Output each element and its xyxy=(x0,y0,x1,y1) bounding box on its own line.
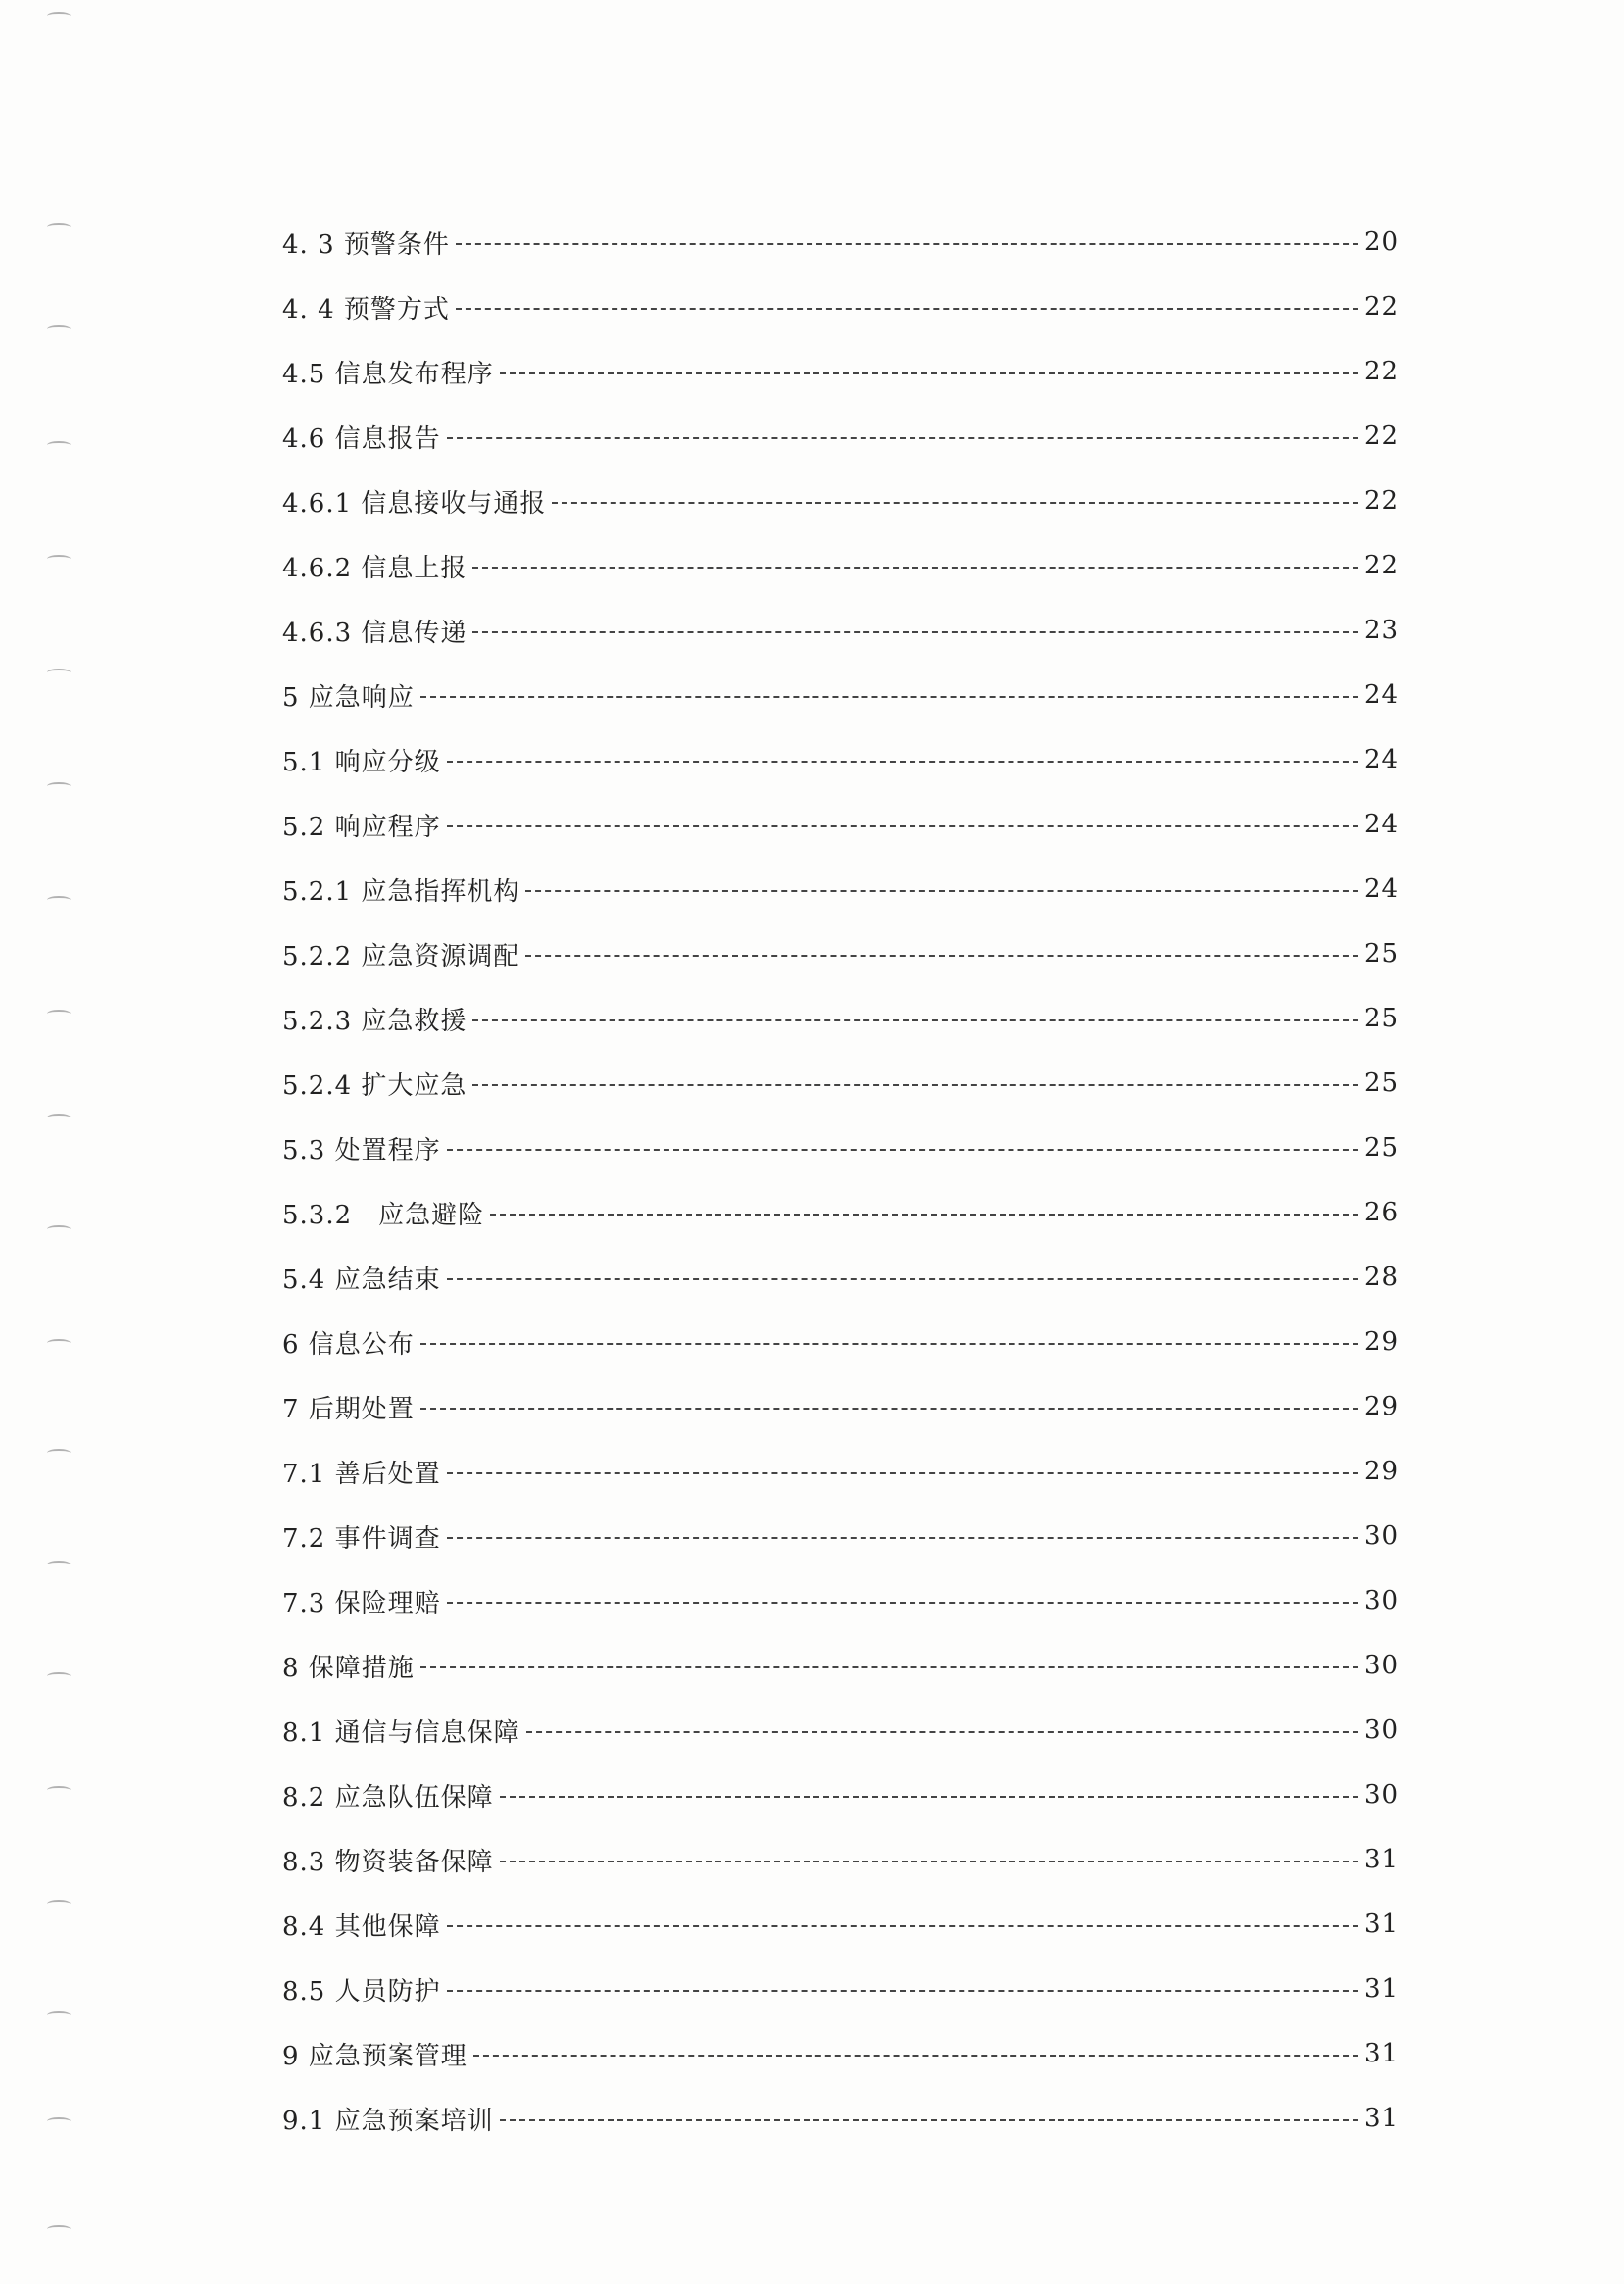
toc-entry-page: 22 xyxy=(1364,551,1400,580)
toc-entry[interactable] xyxy=(282,469,1409,533)
toc-entry-label: 9 应急预案管理 xyxy=(282,2041,468,2071)
toc-entry-page: 22 xyxy=(1364,422,1400,451)
toc-entry-page: 28 xyxy=(1364,1263,1400,1292)
toc-entry-page: 24 xyxy=(1364,810,1400,839)
binding-mark xyxy=(47,2011,71,2019)
toc-leader-line xyxy=(525,890,1358,892)
binding-mark xyxy=(47,12,71,20)
toc-leader-line xyxy=(447,1149,1358,1151)
toc-entry-label: 5.2.3 应急救援 xyxy=(282,1006,468,1036)
toc-entry-page: 25 xyxy=(1364,1133,1400,1163)
toc-entry[interactable] xyxy=(282,210,1409,274)
toc-entry-label: 8.2 应急队伍保障 xyxy=(282,1782,494,1812)
toc-entry[interactable] xyxy=(282,921,1409,986)
toc-entry-label: 4. 4 预警方式 xyxy=(282,294,450,324)
toc-entry-label: 5.2.2 应急资源调配 xyxy=(282,941,520,971)
toc-entry[interactable] xyxy=(282,663,1409,727)
toc-entry-page: 30 xyxy=(1364,1780,1400,1810)
toc-leader-line xyxy=(447,825,1358,827)
table-of-contents xyxy=(282,210,1409,2151)
toc-entry-label: 4.6.1 信息接收与通报 xyxy=(282,488,547,519)
toc-leader-line xyxy=(420,696,1358,698)
toc-entry-page: 23 xyxy=(1364,616,1400,645)
toc-leader-line xyxy=(420,1408,1358,1410)
toc-entry-label: 5 应急响应 xyxy=(282,682,415,713)
binding-mark xyxy=(47,1010,71,1018)
toc-entry-page: 29 xyxy=(1364,1457,1400,1486)
toc-leader-line xyxy=(490,1214,1358,1216)
toc-entry-page: 30 xyxy=(1364,1651,1400,1680)
toc-entry-page: 29 xyxy=(1364,1392,1400,1421)
binding-mark xyxy=(47,2117,71,2125)
toc-leader-line xyxy=(473,2055,1358,2057)
toc-leader-line xyxy=(447,1537,1358,1539)
binding-mark xyxy=(47,1561,71,1568)
toc-leader-line xyxy=(420,1343,1358,1345)
toc-leader-line xyxy=(447,1925,1358,1927)
toc-entry-page: 31 xyxy=(1364,1845,1400,1874)
toc-entry[interactable] xyxy=(282,1116,1409,1180)
toc-leader-line xyxy=(456,308,1358,310)
toc-entry-page: 30 xyxy=(1364,1586,1400,1615)
toc-entry[interactable] xyxy=(282,857,1409,921)
toc-entry-label: 5.2 响应程序 xyxy=(282,812,441,842)
toc-entry[interactable] xyxy=(282,1568,1409,1633)
toc-entry-page: 20 xyxy=(1364,227,1400,257)
toc-entry[interactable] xyxy=(282,1439,1409,1504)
toc-entry[interactable] xyxy=(282,1180,1409,1245)
toc-entry-page: 25 xyxy=(1364,1004,1400,1033)
toc-entry-label: 5.3.2 应急避险 xyxy=(282,1200,485,1230)
toc-entry[interactable] xyxy=(282,533,1409,598)
toc-entry[interactable] xyxy=(282,404,1409,469)
toc-entry-label: 8.1 通信与信息保障 xyxy=(282,1717,520,1748)
toc-leader-line xyxy=(500,1861,1358,1862)
toc-entry-page: 26 xyxy=(1364,1198,1400,1227)
toc-entry-page: 31 xyxy=(1364,2039,1400,2068)
toc-entry[interactable] xyxy=(282,727,1409,792)
toc-entry-label: 4.6.3 信息传递 xyxy=(282,618,468,648)
toc-leader-line xyxy=(447,1278,1358,1280)
binding-mark xyxy=(47,441,71,449)
toc-entry[interactable] xyxy=(282,1504,1409,1568)
toc-entry-page: 25 xyxy=(1364,1068,1400,1098)
toc-entry-page: 24 xyxy=(1364,745,1400,774)
toc-entry-label: 7.2 事件调查 xyxy=(282,1523,441,1554)
toc-leader-line xyxy=(526,1731,1358,1733)
toc-entry-label: 4.6.2 信息上报 xyxy=(282,553,468,583)
toc-entry[interactable] xyxy=(282,1698,1409,1763)
toc-entry-label: 4. 3 预警条件 xyxy=(282,229,450,260)
binding-mark xyxy=(47,1114,71,1121)
toc-entry[interactable] xyxy=(282,598,1409,663)
toc-entry[interactable] xyxy=(282,1892,1409,1957)
toc-entry-label: 5.4 应急结束 xyxy=(282,1265,441,1295)
toc-entry-label: 5.1 响应分级 xyxy=(282,747,441,777)
toc-entry[interactable] xyxy=(282,339,1409,404)
binding-mark xyxy=(47,669,71,676)
toc-entry-label: 8.4 其他保障 xyxy=(282,1912,441,1942)
toc-entry-page: 22 xyxy=(1364,292,1400,322)
toc-entry[interactable] xyxy=(282,2021,1409,2086)
toc-entry[interactable] xyxy=(282,792,1409,857)
toc-leader-line xyxy=(456,243,1358,245)
toc-entry-page: 29 xyxy=(1364,1327,1400,1357)
toc-entry-label: 8.5 人员防护 xyxy=(282,1976,441,2007)
toc-entry-label: 9.1 应急预案培训 xyxy=(282,2106,494,2136)
toc-leader-line xyxy=(472,567,1358,569)
toc-leader-line xyxy=(525,955,1358,957)
binding-mark xyxy=(47,555,71,563)
toc-leader-line xyxy=(447,437,1358,439)
toc-entry-label: 5.3 处置程序 xyxy=(282,1135,441,1166)
toc-entry-page: 31 xyxy=(1364,1910,1400,1939)
toc-entry-label: 7.3 保险理赔 xyxy=(282,1588,441,1618)
toc-entry-label: 7.1 善后处置 xyxy=(282,1459,441,1489)
toc-entry[interactable] xyxy=(282,1051,1409,1116)
toc-leader-line xyxy=(552,502,1358,504)
toc-entry-label: 6 信息公布 xyxy=(282,1329,415,1360)
toc-entry-label: 4.5 信息发布程序 xyxy=(282,359,494,389)
toc-entry-page: 25 xyxy=(1364,939,1400,968)
binding-mark xyxy=(47,1225,71,1233)
toc-entry[interactable] xyxy=(282,274,1409,339)
toc-leader-line xyxy=(447,1472,1358,1474)
toc-leader-line xyxy=(420,1666,1358,1668)
toc-leader-line xyxy=(472,1084,1358,1086)
toc-leader-line xyxy=(447,761,1358,763)
toc-leader-line xyxy=(472,631,1358,633)
toc-leader-line xyxy=(500,372,1358,374)
toc-entry[interactable] xyxy=(282,1374,1409,1439)
toc-entry-page: 30 xyxy=(1364,1521,1400,1551)
toc-entry-page: 24 xyxy=(1364,680,1400,710)
binding-marks xyxy=(47,0,76,2284)
binding-mark xyxy=(47,1449,71,1457)
toc-entry-page: 24 xyxy=(1364,874,1400,904)
toc-entry[interactable] xyxy=(282,1763,1409,1827)
toc-leader-line xyxy=(472,1019,1358,1021)
binding-mark xyxy=(47,325,71,333)
binding-mark xyxy=(47,1900,71,1908)
binding-mark xyxy=(47,1786,71,1794)
binding-mark xyxy=(47,1339,71,1347)
binding-mark xyxy=(47,896,71,904)
toc-entry-page: 22 xyxy=(1364,357,1400,386)
toc-leader-line xyxy=(447,1602,1358,1604)
toc-entry-label: 8.3 物资装备保障 xyxy=(282,1847,494,1877)
toc-entry-label: 5.2.1 应急指挥机构 xyxy=(282,876,520,907)
binding-mark xyxy=(47,782,71,790)
toc-entry-label: 7 后期处置 xyxy=(282,1394,415,1424)
toc-entry[interactable] xyxy=(282,1957,1409,2021)
binding-mark xyxy=(47,1672,71,1680)
binding-mark xyxy=(47,223,71,231)
toc-entry[interactable] xyxy=(282,1310,1409,1374)
toc-entry-page: 31 xyxy=(1364,2104,1400,2133)
toc-entry-label: 5.2.4 扩大应急 xyxy=(282,1070,468,1101)
toc-entry-label: 8 保障措施 xyxy=(282,1653,415,1683)
toc-entry-page: 31 xyxy=(1364,1974,1400,2004)
toc-entry-page: 22 xyxy=(1364,486,1400,516)
toc-leader-line xyxy=(500,2119,1358,2121)
toc-entry[interactable] xyxy=(282,1633,1409,1698)
toc-entry[interactable] xyxy=(282,1245,1409,1310)
toc-entry-label: 4.6 信息报告 xyxy=(282,423,441,454)
toc-leader-line xyxy=(500,1796,1358,1798)
toc-entry[interactable] xyxy=(282,1827,1409,1892)
toc-entry[interactable] xyxy=(282,986,1409,1051)
toc-leader-line xyxy=(447,1990,1358,1992)
binding-mark xyxy=(47,2225,71,2233)
toc-entry[interactable] xyxy=(282,2086,1409,2151)
toc-entry-page: 30 xyxy=(1364,1715,1400,1745)
